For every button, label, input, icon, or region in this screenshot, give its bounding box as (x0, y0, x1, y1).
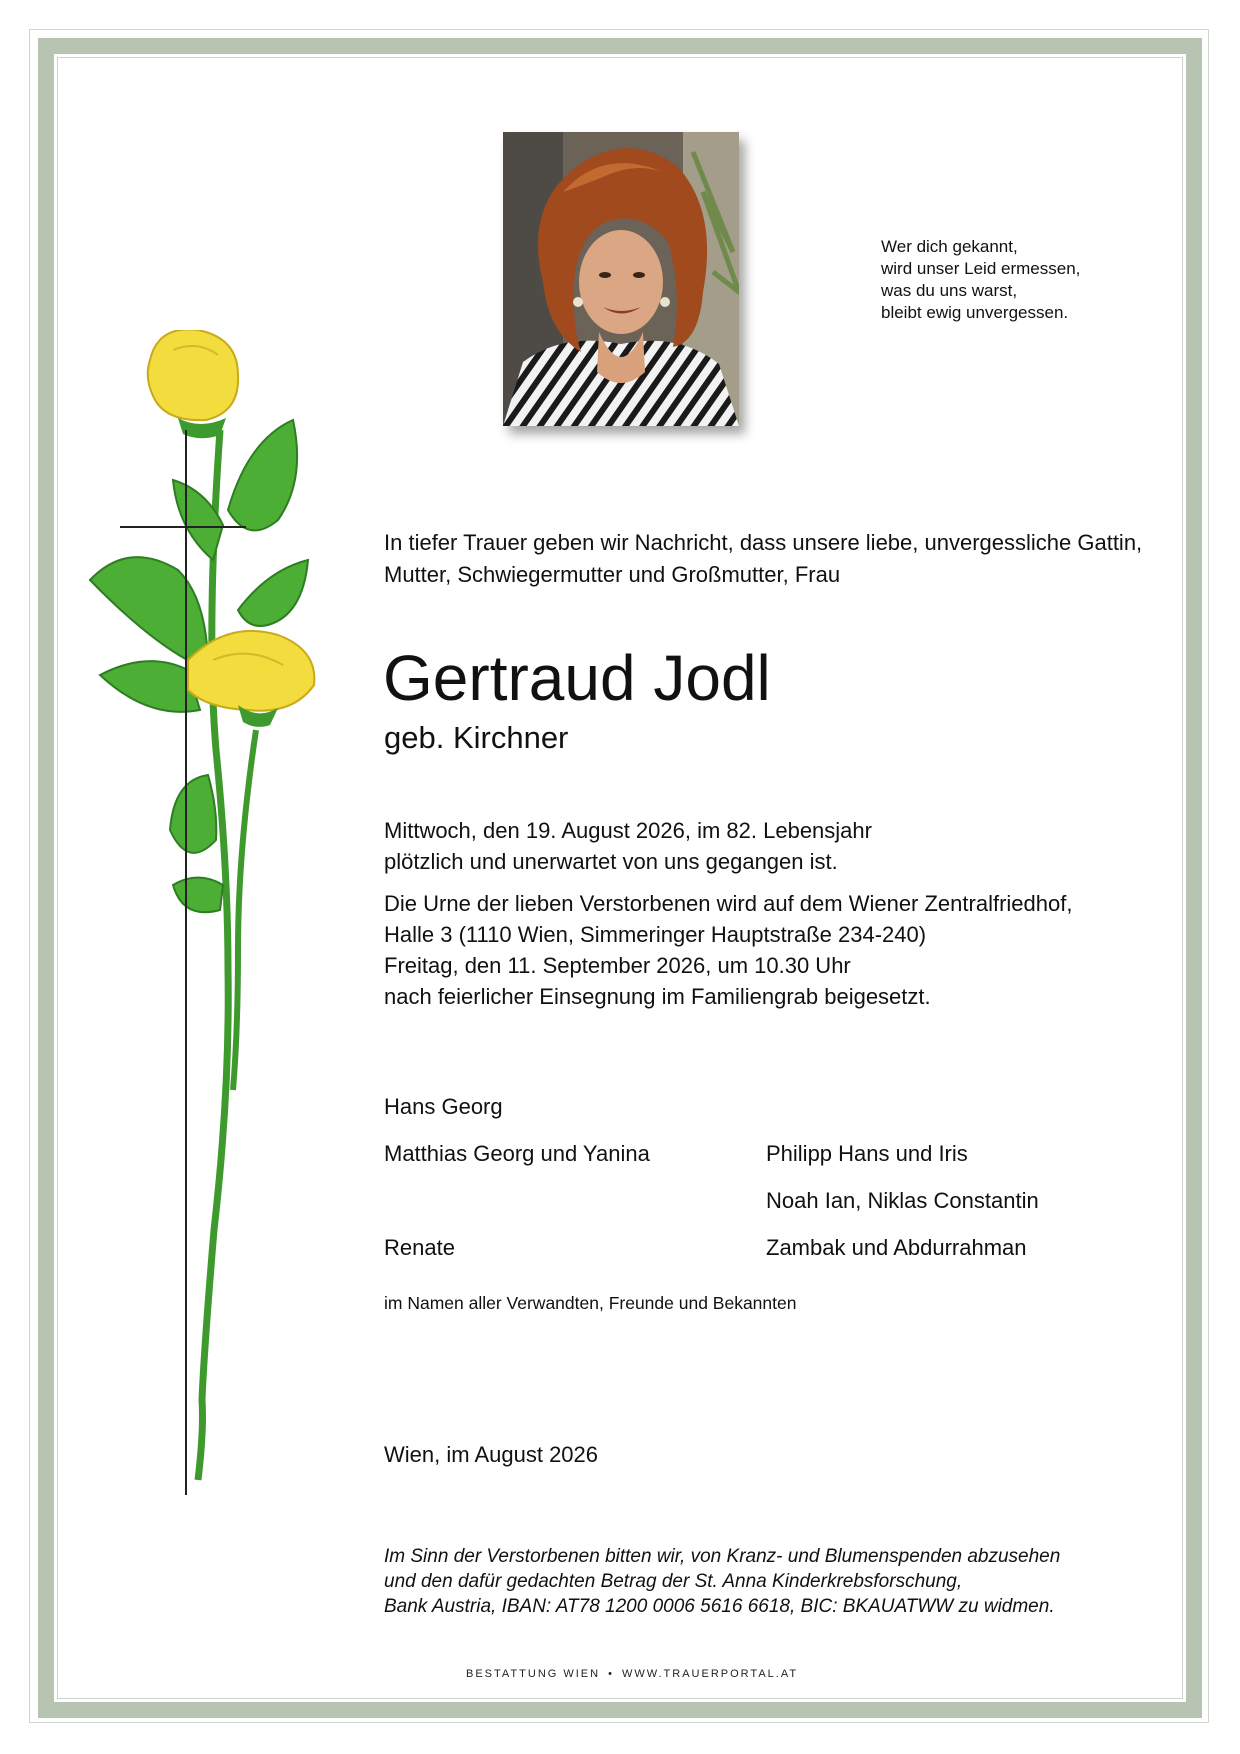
funeral-line: nach feierlicher Einsegnung im Familiengrab beigesetzt. (384, 984, 931, 1009)
memorial-poem (881, 236, 1080, 324)
mourner-daughter: Renate (384, 1235, 455, 1260)
donation-line: und den dafür gedachten Betrag der St. Anna Kinderkrebsforschung, (384, 1571, 963, 1592)
death-line: plötzlich und unerwartet von uns gegangen ist. (384, 849, 838, 874)
deceased-name: Gertraud Jodl (383, 642, 771, 714)
footer-separator: • (608, 1668, 614, 1680)
intro-line: In tiefer Trauer geben wir Nachricht, dass unsere liebe, unvergessliche Gattin, (384, 530, 1143, 555)
donation-line: Bank Austria, IBAN: AT78 1200 0006 5616 6618, BIC: BKAUATWW zu widmen. (384, 1596, 1055, 1617)
maiden-name: geb. Kirchner (384, 720, 569, 755)
funeral-details (384, 888, 1072, 1012)
behalf-line: im Namen aller Verwandten, Freunde und Bekannten (384, 1293, 797, 1313)
intro-line: Mutter, Schwiegermutter und Großmutter, Frau (384, 562, 841, 587)
mourner-son-2: Philipp Hans und Iris (766, 1141, 968, 1166)
poem-line: wird unser Leid ermessen, (881, 259, 1081, 278)
mourner-son-1: Matthias Georg und Yanina (384, 1141, 650, 1166)
death-line: Mittwoch, den 19. August 2026, im 82. Lebensjahr (384, 818, 872, 843)
funeral-line: Die Urne der lieben Verstorbenen wird auf dem Wiener Zentralfriedhof, (384, 891, 1073, 916)
cross-vertical-bar (185, 430, 187, 1495)
portrait-photo (503, 132, 739, 426)
footer-website: WWW.TRAUERPORTAL.AT (621, 1668, 799, 1680)
funeral-line: Freitag, den 11. September 2026, um 10.30 Uhr (384, 953, 851, 978)
donation-request (384, 1544, 1060, 1619)
place-date: Wien, im August 2026 (384, 1442, 599, 1467)
funeral-line: Halle 3 (1110 Wien, Simmeringer Hauptstraße 234-240) (384, 922, 927, 947)
yellow-rose-image (88, 330, 368, 1500)
poem-line: Wer dich gekannt, (881, 237, 1018, 256)
footer-company: BESTATTUNG WIEN (466, 1668, 601, 1680)
death-notice (384, 815, 872, 877)
poem-line: bleibt ewig unvergessen. (881, 303, 1069, 322)
mourner-daughter-family: Zambak und Abdurrahman (766, 1235, 1027, 1260)
donation-line: Im Sinn der Verstorbenen bitten wir, von Kranz- und Blumenspenden abzusehen (384, 1546, 1061, 1567)
footer (466, 1667, 798, 1681)
announcement-intro (384, 527, 1142, 591)
mourner-grandchildren: Noah Ian, Niklas Constantin (766, 1188, 1039, 1213)
cross-horizontal-bar (120, 526, 246, 528)
mourner-husband: Hans Georg (384, 1094, 503, 1119)
poem-line: was du uns warst, (881, 281, 1018, 300)
